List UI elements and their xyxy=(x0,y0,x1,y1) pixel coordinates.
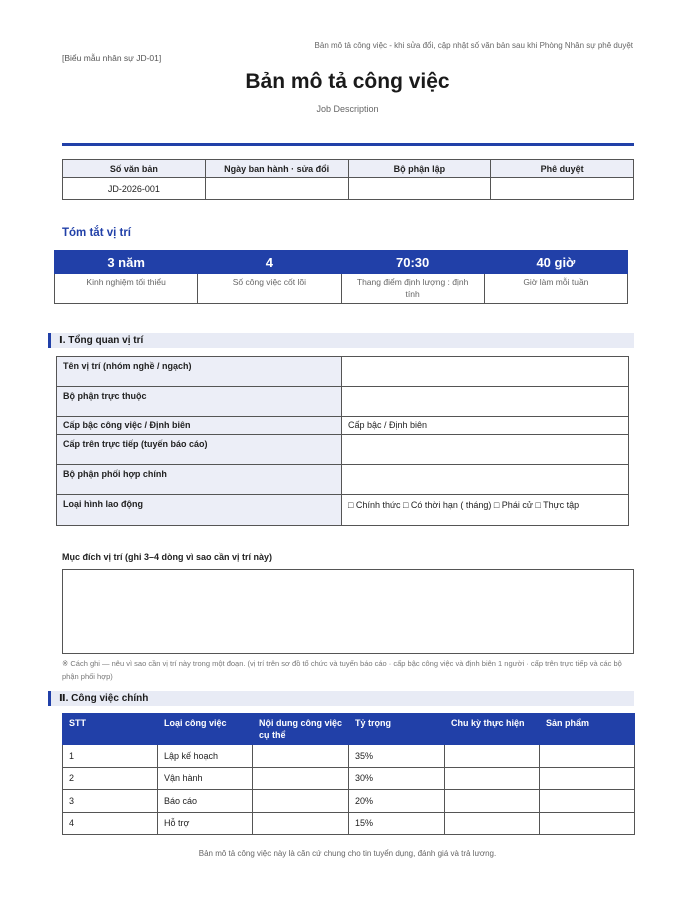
header-divider xyxy=(62,143,634,146)
meta-header-doc-number: Số văn bản xyxy=(63,160,206,178)
task-no: 4 xyxy=(63,812,158,835)
page-title: Bản mô tả công việc xyxy=(245,70,450,93)
task-type: Lập kế hoạch xyxy=(158,745,253,768)
tasks-header-output: Sản phẩm xyxy=(540,714,635,745)
task-no: 1 xyxy=(63,745,158,768)
document-meta-table xyxy=(62,159,634,200)
task-no: 3 xyxy=(63,790,158,813)
purpose-label: Mục đích vị trí (ghi 3–4 dòng vì sao cần vị trí này) xyxy=(62,552,273,562)
summary-value-core-tasks: 4 xyxy=(198,251,341,274)
position-overview-table xyxy=(56,356,629,526)
task-content[interactable] xyxy=(253,745,349,768)
task-no: 2 xyxy=(63,767,158,790)
task-weight: 35% xyxy=(349,745,445,768)
top-note: Bản mô tả công việc - khi sửa đổi, cập nhật số văn bản sau khi Phòng Nhân sự phê duyệt xyxy=(314,41,633,50)
overview-value-supervisor[interactable] xyxy=(342,435,629,465)
overview-value-department[interactable] xyxy=(342,387,629,417)
table-row xyxy=(63,812,635,835)
task-cycle[interactable] xyxy=(445,767,540,790)
task-cycle[interactable] xyxy=(445,812,540,835)
meta-doc-number[interactable]: JD-2026-001 xyxy=(63,178,206,200)
meta-issue-date[interactable] xyxy=(205,178,348,200)
overview-label-supervisor: Cấp trên trực tiếp (tuyến báo cáo) xyxy=(57,435,342,465)
tasks-header-type: Loại công việc xyxy=(158,714,253,745)
overview-value-position-name[interactable] xyxy=(342,357,629,387)
task-weight: 15% xyxy=(349,812,445,835)
overview-label-employment-type: Loại hình lao động xyxy=(57,495,342,526)
overview-label-position-name: Tên vị trí (nhóm nghề / ngạch) xyxy=(57,357,342,387)
table-row xyxy=(63,790,635,813)
purpose-input-box[interactable] xyxy=(62,569,634,654)
tasks-header-content: Nội dung công việc cụ thể xyxy=(253,714,349,745)
task-output[interactable] xyxy=(540,812,635,835)
tasks-header-weight: Tỷ trọng xyxy=(349,714,445,745)
overview-label-grade: Cấp bậc công việc / Định biên xyxy=(57,417,342,435)
overview-value-grade[interactable]: Cấp bậc / Định biên xyxy=(342,417,629,435)
page-footer: Bản mô tả công việc này là căn cứ chung cho tin tuyển dụng, đánh giá và trả lương. xyxy=(198,849,497,858)
form-code: [Biểu mẫu nhân sự JD-01] xyxy=(62,53,162,63)
overview-label-collaborating-dept: Bộ phận phối hợp chính xyxy=(57,465,342,495)
purpose-note: ※ Cách ghi — nêu vì sao cần vị trí này trong một đoạn. (vị trí trên sơ đồ tổ chức và tuyến báo cáo · cấp bậc công việc và định biên 1 người · cấp trên trực tiếp và các bộ phận phối hợp) xyxy=(62,659,622,681)
task-content[interactable] xyxy=(253,767,349,790)
table-row xyxy=(63,745,635,768)
meta-header-issue-date: Ngày ban hành · sửa đổi xyxy=(205,160,348,178)
position-summary-table xyxy=(54,250,628,304)
summary-label-experience: Kinh nghiệm tối thiểu xyxy=(55,274,198,304)
task-content[interactable] xyxy=(253,790,349,813)
table-row xyxy=(63,767,635,790)
tasks-header-no: STT xyxy=(63,714,158,745)
task-output[interactable] xyxy=(540,767,635,790)
section-heading-main-tasks: Ⅱ. Công việc chính xyxy=(48,691,634,706)
summary-heading: Tóm tắt vị trí xyxy=(62,227,132,239)
summary-value-ratio: 70:30 xyxy=(341,251,484,274)
task-content[interactable] xyxy=(253,812,349,835)
task-weight: 30% xyxy=(349,767,445,790)
meta-header-department: Bộ phận lập xyxy=(348,160,491,178)
page-subtitle: Job Description xyxy=(316,104,379,114)
overview-value-employment-type[interactable]: □ Chính thức □ Có thời hạn ( tháng) □ Phái cử □ Thực tập xyxy=(342,495,629,526)
task-cycle[interactable] xyxy=(445,790,540,813)
summary-value-hours: 40 giờ xyxy=(484,251,627,274)
section-heading-overview: Ⅰ. Tổng quan vị trí xyxy=(48,333,634,348)
task-output[interactable] xyxy=(540,790,635,813)
summary-label-hours: Giờ làm mỗi tuần xyxy=(484,274,627,304)
task-output[interactable] xyxy=(540,745,635,768)
meta-approval[interactable] xyxy=(491,178,634,200)
main-tasks-table xyxy=(62,713,635,835)
summary-value-experience: 3 năm xyxy=(55,251,198,274)
overview-label-department: Bộ phận trực thuộc xyxy=(57,387,342,417)
task-weight: 20% xyxy=(349,790,445,813)
tasks-header-cycle: Chu kỳ thực hiện xyxy=(445,714,540,745)
task-type: Báo cáo xyxy=(158,790,253,813)
summary-label-ratio: Thang điểm định lượng : định tính xyxy=(341,274,484,304)
summary-label-core-tasks: Số công việc cốt lõi xyxy=(198,274,341,304)
meta-department[interactable] xyxy=(348,178,491,200)
meta-header-approval: Phê duyệt xyxy=(491,160,634,178)
task-type: Vận hành xyxy=(158,767,253,790)
task-type: Hỗ trợ xyxy=(158,812,253,835)
task-cycle[interactable] xyxy=(445,745,540,768)
overview-value-collaborating-dept[interactable] xyxy=(342,465,629,495)
